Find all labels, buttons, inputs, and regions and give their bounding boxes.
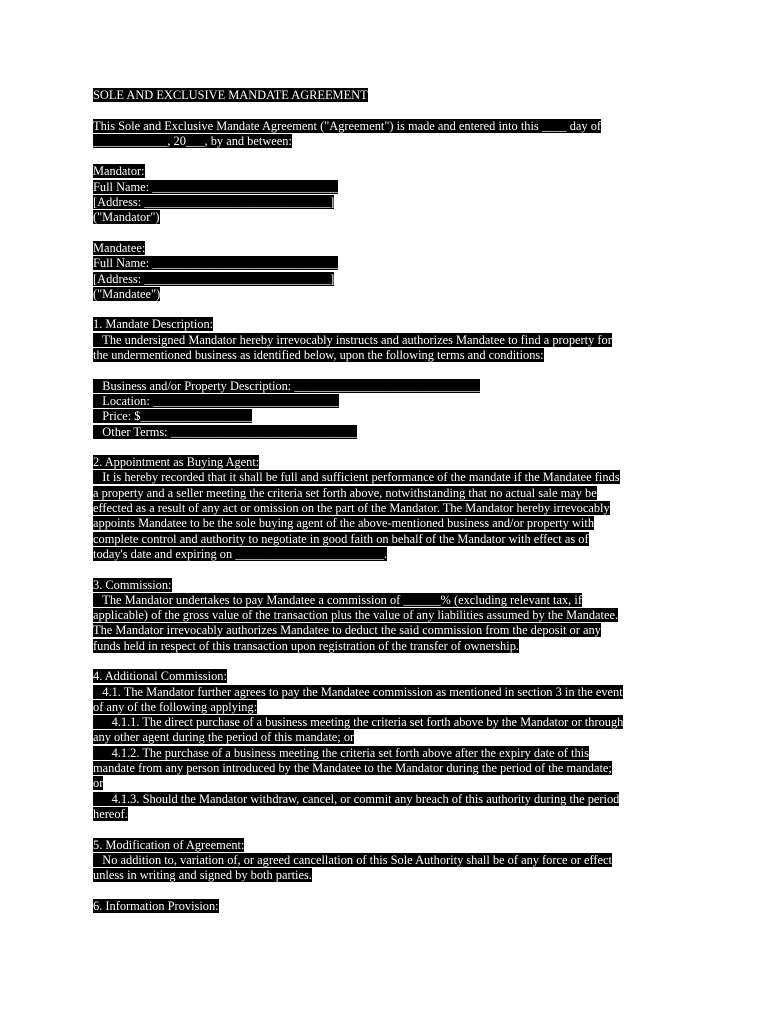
- section-heading: 3. Commission:: [93, 577, 172, 592]
- section-2: [93, 455, 679, 562]
- mandator-alias: ("Mandator"): [93, 210, 160, 225]
- body-line: 4.1.2. The purchase of a business meeting the criteria set forth above after the expiry date of this: [93, 745, 589, 760]
- section-heading: 1. Mandate Description:: [93, 317, 214, 332]
- section-1-fields: [93, 379, 679, 440]
- intro-paragraph: [93, 119, 679, 150]
- mandatee-block: [93, 241, 679, 302]
- section-6: [93, 899, 679, 914]
- body-line: The Mandator irrevocably authorizes Mandatee to deduct the said commission from the deposit or any: [93, 623, 601, 638]
- mandator-full-name: Full Name: ______________________________: [93, 179, 339, 194]
- section-heading: 4. Additional Commission:: [93, 669, 227, 684]
- body-line: any other agent during the period of this mandate; or: [93, 730, 355, 745]
- body-line: the undermentioned business as identified below, upon the following terms and conditions:: [93, 348, 544, 363]
- mandatee-address: [Address: ______________________________]: [93, 271, 335, 286]
- mandatee-heading: Mandatee:: [93, 240, 146, 255]
- section-heading: 5. Modification of Agreement:: [93, 837, 245, 852]
- field-line: Other Terms: ______________________________: [93, 424, 357, 439]
- title-block: [93, 88, 679, 103]
- body-line: or: [93, 776, 104, 791]
- body-line: a property and a seller meeting the criteria set forth above, notwithstanding that no actual sale may be: [93, 485, 597, 500]
- mandator-block: [93, 164, 679, 225]
- agreement-document: [93, 88, 679, 929]
- body-line: 4.1.1. The direct purchase of a business meeting the criteria set forth above by the Mandator or through: [93, 715, 624, 730]
- mandator-address: [Address: ______________________________]: [93, 195, 335, 210]
- body-line: No addition to, variation of, or agreed cancellation of this Sole Authority shall be of any force or effect: [93, 852, 612, 867]
- intro-line: This Sole and Exclusive Mandate Agreement ("Agreement") is made and entered into this ____ day of: [93, 118, 602, 133]
- body-line: It is hereby recorded that it shall be full and sufficient performance of the mandate if the Mandatee finds: [93, 470, 620, 485]
- body-line: The undersigned Mandator hereby irrevocably instructs and authorizes Mandatee to find a property for: [93, 332, 612, 347]
- mandatee-full-name: Full Name: ______________________________: [93, 256, 339, 271]
- body-line: 4.1.3. Should the Mandator withdraw, cancel, or commit any breach of this authority during the period: [93, 791, 620, 806]
- body-line: funds held in respect of this transaction upon registration of the transfer of ownership.: [93, 638, 519, 653]
- section-heading: 2. Appointment as Buying Agent:: [93, 455, 260, 470]
- field-line: Business and/or Property Description: ______________________________: [93, 378, 481, 393]
- body-line: of any of the following applying:: [93, 699, 258, 714]
- intro-line: ____________, 20___, by and between:: [93, 133, 292, 148]
- body-line: appoints Mandatee to be the sole buying agent of the above-mentioned business and/or property with: [93, 516, 595, 531]
- section-5: [93, 838, 679, 884]
- mandator-heading: Mandator:: [93, 164, 145, 179]
- mandatee-alias: ("Mandatee"): [93, 286, 161, 301]
- body-line: applicable) of the gross value of the transaction plus the value of any liabilities assumed by the Mandatee.: [93, 608, 619, 623]
- section-4: [93, 669, 679, 822]
- section-heading: 6. Information Provision:: [93, 898, 219, 913]
- body-line: 4.1. The Mandator further agrees to pay the Mandatee commission as mentioned in section 3 in the event: [93, 684, 623, 699]
- body-line: effected as a result of any act or omission on the part of the Mandator. The Mandator hereby irrevocably: [93, 501, 610, 516]
- field-line: Location: ______________________________: [93, 393, 339, 408]
- body-line: complete control and authority to negotiate in good faith on behalf of the Mandator with effect as of: [93, 531, 589, 546]
- body-line: hereof.: [93, 806, 128, 821]
- section-1: [93, 317, 679, 363]
- section-3: [93, 578, 679, 654]
- body-line: today's date and expiring on ________________________.: [93, 546, 388, 561]
- body-line: mandate from any person introduced by the Mandatee to the Mandator during the period of the mandate;: [93, 761, 612, 776]
- body-line: unless in writing and signed by both parties.: [93, 868, 312, 883]
- field-line: Price: $__________________: [93, 409, 253, 424]
- body-line: The Mandator undertakes to pay Mandatee a commission of ______% (excluding relevant tax, if: [93, 592, 582, 607]
- document-title: SOLE AND EXCLUSIVE MANDATE AGREEMENT: [93, 88, 368, 102]
